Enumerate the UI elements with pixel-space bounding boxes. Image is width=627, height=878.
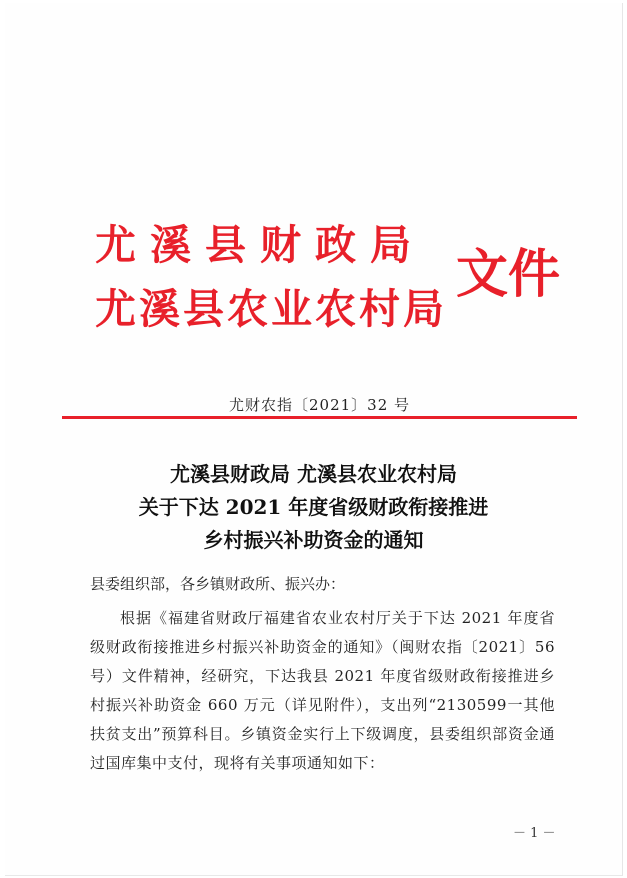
notice-title-line-1: 尤溪县财政局 尤溪县农业农村局 bbox=[170, 462, 457, 486]
notice-title-line-3: 乡村振兴补助资金的通知 bbox=[203, 528, 424, 552]
document-number: 尤财农指〔2021〕32 号 bbox=[229, 396, 411, 414]
red-divider-line bbox=[62, 416, 577, 419]
notice-title-line-2: 关于下达 2021 年度省级财政衔接推进 bbox=[138, 495, 489, 519]
issuer-line-finance-bureau: 尤溪县财政局 bbox=[95, 221, 425, 269]
salutation: 县委组织部，各乡镇财政所、振兴办： bbox=[90, 575, 346, 593]
issuer-line-agriculture-bureau: 尤溪县农业农村局 bbox=[95, 285, 447, 333]
body-paragraph: 根据《福建省财政厅福建省农业农村厅关于下达 2021 年度省级财政衔接推进乡村振兴补助资金的通知》（闽财农指〔2021〕56 号）文件精神，经研究，下达我县 2021 年度省级财政衔接推进乡村振兴补助资金 660 万元（详见附件），支出列“2130599一其他扶贫支出”预算科目。乡镇资金实行上下级调度，县委组织部资金通过国库集中支付，现将有关事项通知如下： bbox=[90, 609, 555, 772]
document-label: 文件 bbox=[456, 244, 561, 305]
page-number: － 1 － bbox=[513, 826, 556, 841]
